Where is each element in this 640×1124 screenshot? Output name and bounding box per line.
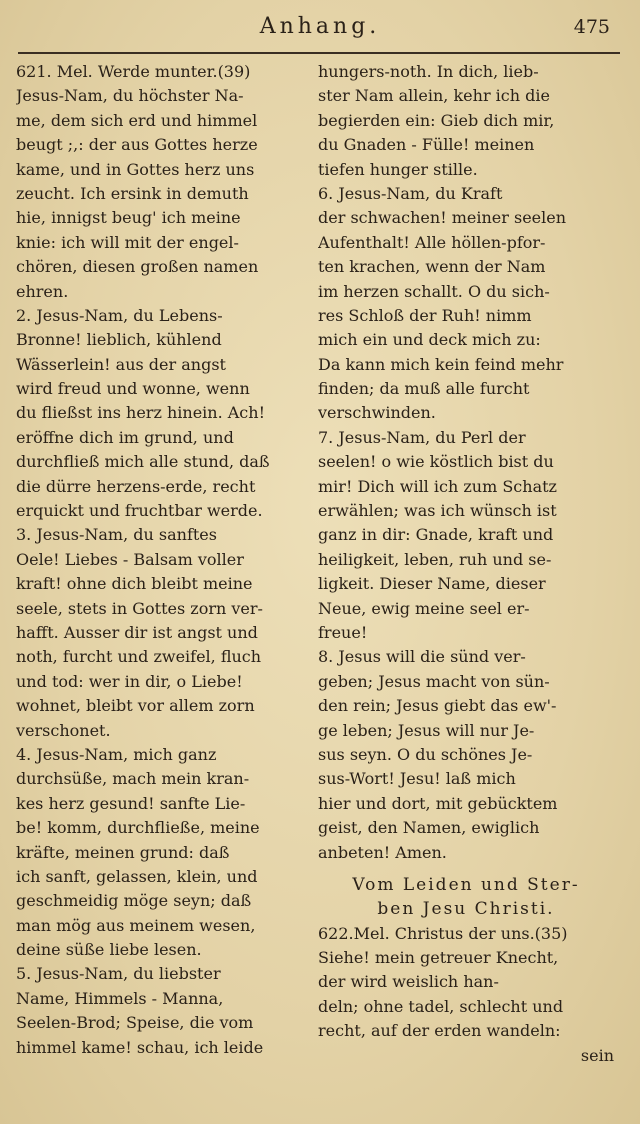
text-line: noth, furcht und zweifel, fluch: [16, 647, 262, 667]
text-line: den rein; Jesus giebt das ew'-: [318, 696, 557, 716]
text-line: me, dem sich erd und himmel: [16, 110, 258, 130]
text-line: Oele! Liebes - Balsam voller: [16, 549, 244, 569]
text-line: der schwachen! meiner seelen: [318, 208, 567, 228]
text-line: freue!: [318, 622, 368, 642]
text-line: durchsüße, mach mein kran-: [16, 769, 250, 789]
text-line: 2. Jesus-Nam, du Lebens-: [16, 305, 223, 325]
right-column: [318, 60, 614, 1068]
text-line: be! komm, durchfließe, meine: [16, 818, 260, 838]
text-line: erwählen; was ich wünsch ist: [318, 501, 557, 521]
text-line: im herzen schallt. O du sich-: [318, 281, 550, 301]
text-line: ganz in dir: Gnade, kraft und: [318, 525, 554, 545]
text-line: ich sanft, gelassen, klein, und: [16, 866, 258, 886]
text-line: 621. Mel. Werde munter.(39): [16, 62, 251, 81]
text-line: kes herz gesund! sanfte Lie-: [16, 793, 246, 813]
text-line: 4. Jesus-Nam, mich ganz: [16, 744, 217, 764]
text-line: eröffne dich im grund, und: [16, 427, 234, 447]
text-line: begierden ein: Gieb dich mir,: [318, 110, 555, 130]
text-line: Da kann mich kein feind mehr: [318, 354, 564, 374]
text-line: ten krachen, wenn der Nam: [318, 257, 546, 277]
text-line: himmel kame! schau, ich leide: [16, 1037, 264, 1057]
header-rule: [18, 52, 620, 54]
text-line: der wird weislich han-: [318, 972, 499, 992]
text-line: chören, diesen großen namen: [16, 257, 259, 277]
text-line: 6. Jesus-Nam, du Kraft: [318, 183, 503, 203]
text-line: kraft! ohne dich bleibt meine: [16, 574, 253, 594]
section-heading-line: ben Jesu Christi.: [377, 899, 555, 920]
text-line: Name, Himmels - Manna,: [16, 988, 224, 1008]
text-line: recht, auf der erden wandeln:: [318, 1021, 561, 1041]
text-line: ehren.: [16, 281, 69, 301]
text-line: seelen! o wie köstlich bist du: [318, 452, 554, 472]
text-line: Seelen-Brod; Speise, die vom: [16, 1013, 254, 1033]
text-line: finden; da muß alle furcht: [318, 379, 530, 399]
hymn-621-continuation: [318, 60, 614, 865]
text-line: ster Nam allein, kehr ich die: [318, 86, 550, 106]
text-line: kräfte, meinen grund: daß: [16, 842, 230, 862]
text-line: erquickt und fruchtbar werde.: [16, 501, 263, 521]
text-line: verschwinden.: [318, 403, 436, 423]
text-line: Wässerlein! aus der angst: [16, 354, 226, 374]
text-line: Aufenthalt! Alle höllen-pfor-: [318, 232, 546, 252]
text-line: beugt ;,: der aus Gottes herze: [16, 135, 258, 155]
text-line: kame, und in Gottes herz uns: [16, 159, 255, 179]
text-line: heiligkeit, leben, ruh und se-: [318, 549, 552, 569]
text-line: ligkeit. Dieser Name, dieser: [318, 574, 546, 594]
text-line: deln; ohne tadel, schlecht und: [318, 996, 564, 1016]
page-number: 475: [573, 16, 610, 38]
text-line: mir! Dich will ich zum Schatz: [318, 476, 557, 496]
text-line: Jesus-Nam, du höchster Na-: [16, 86, 244, 106]
text-line: 5. Jesus-Nam, du liebster: [16, 964, 221, 984]
text-line: knie: ich will mit der engel-: [16, 232, 239, 252]
text-line: Neue, ewig meine seel er-: [318, 598, 530, 618]
text-line: sus-Wort! Jesu! laß mich: [318, 769, 516, 789]
hymn-622: [318, 922, 614, 1044]
text-line: hafft. Ausser dir ist angst und: [16, 622, 258, 642]
section-heading-line: Vom Leiden und Ster-: [352, 874, 580, 895]
text-line: ge leben; Jesus will nur Je-: [318, 720, 535, 740]
text-line: anbeten! Amen.: [318, 842, 447, 862]
text-line: verschonet.: [16, 720, 111, 740]
text-line: wohnet, bleibt vor allem zorn: [16, 696, 255, 716]
text-line: und tod: wer in dir, o Liebe!: [16, 671, 243, 691]
text-line: geist, den Namen, ewiglich: [318, 818, 540, 838]
catchword: sein: [580, 1045, 614, 1065]
text-line: hungers-noth. In dich, lieb-: [318, 62, 539, 81]
text-line: geschmeidig möge seyn; daß: [16, 891, 252, 911]
text-line: deine süße liebe lesen.: [16, 940, 202, 960]
text-line: zeucht. Ich ersink in demuth: [16, 183, 249, 203]
text-line: Siehe! mein getreuer Knecht,: [318, 948, 559, 968]
text-line: sus seyn. O du schönes Je-: [318, 744, 533, 764]
text-line: 3. Jesus-Nam, du sanftes: [16, 525, 217, 545]
text-line: wird freud und wonne, wenn: [16, 379, 250, 399]
text-line: 622.Mel. Christus der uns.(35): [318, 923, 568, 943]
text-line: hie, innigst beug' ich meine: [16, 208, 241, 228]
left-column: [16, 60, 312, 1060]
text-line: du Gnaden - Fülle! meinen: [318, 135, 535, 155]
section-heading: [318, 873, 614, 922]
text-line: tiefen hunger stille.: [318, 159, 478, 179]
running-header: Anhang.: [259, 14, 381, 39]
text-line: die dürre herzens-erde, recht: [16, 476, 256, 496]
text-line: du fließst ins herz hinein. Ach!: [16, 403, 265, 423]
text-line: Bronne! lieblich, kühlend: [16, 330, 222, 350]
text-line: durchfließ mich alle stund, daß: [16, 452, 270, 472]
text-line: man mög aus meinem wesen,: [16, 915, 256, 935]
text-line: res Schloß der Ruh! nimm: [318, 305, 532, 325]
text-line: hier und dort, mit gebücktem: [318, 793, 558, 813]
text-line: mich ein und deck mich zu:: [318, 330, 541, 350]
text-line: seele, stets in Gottes zorn ver-: [16, 598, 263, 618]
text-line: 8. Jesus will die sünd ver-: [318, 647, 526, 667]
text-line: geben; Jesus macht von sün-: [318, 671, 550, 691]
text-line: 7. Jesus-Nam, du Perl der: [318, 427, 526, 447]
